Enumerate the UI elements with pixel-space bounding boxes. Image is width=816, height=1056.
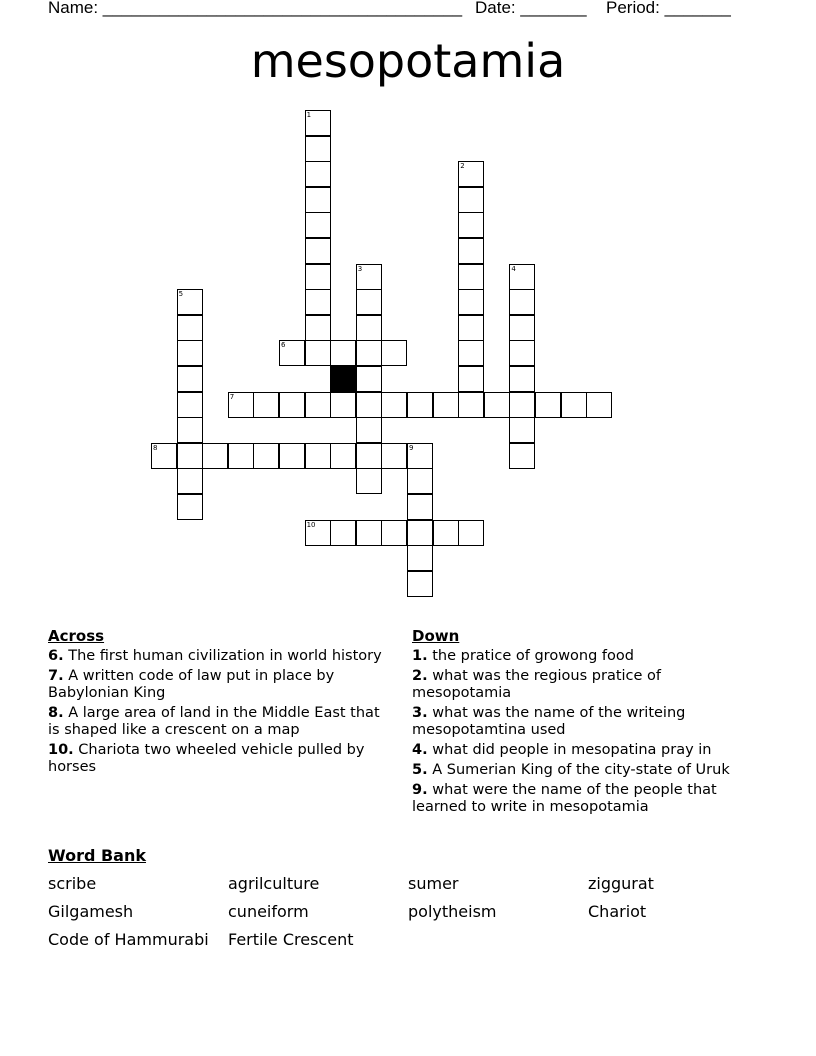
grid-cell[interactable] [330,340,356,366]
word-bank-item: Gilgamesh [48,902,134,921]
grid-cell[interactable] [509,289,535,315]
grid-cell[interactable] [509,443,535,469]
grid-cell[interactable] [535,392,561,418]
grid-cell[interactable] [407,392,433,418]
clue-item: 3. what was the name of the writeing mesopotamtina used [412,705,686,738]
clue-number: 3 [357,264,363,273]
grid-cell[interactable] [253,443,279,469]
grid-cell[interactable] [356,392,382,418]
word-bank-item: polytheism [408,902,497,921]
word-bank-item: sumer [408,874,459,893]
word-bank-item: Chariot [588,902,647,921]
grid-cell[interactable] [458,212,484,238]
across-heading: Across [48,627,105,645]
grid-cell[interactable] [458,366,484,392]
grid-cell[interactable] [433,520,459,546]
grid-cell[interactable] [305,110,331,136]
grid-cell[interactable] [381,443,407,469]
grid-cell[interactable] [458,520,484,546]
grid-cell[interactable] [279,392,305,418]
grid-cell[interactable] [279,340,305,366]
grid-cell[interactable] [356,468,382,494]
grid-cell[interactable] [381,340,407,366]
word-bank-heading: Word Bank [48,846,147,865]
grid-cell[interactable] [458,187,484,213]
word-bank-item: Fertile Crescent [228,930,354,949]
grid-cell[interactable] [356,264,382,290]
word-bank-item: agrilculture [228,874,320,893]
grid-cell[interactable] [356,520,382,546]
grid-cell[interactable] [458,264,484,290]
grid-cell[interactable] [305,443,331,469]
grid-cell[interactable] [151,443,177,469]
grid-cell[interactable] [458,238,484,264]
grid-cell[interactable] [586,392,612,418]
grid-cell[interactable] [305,187,331,213]
puzzle-title: mesopotamia [250,34,566,88]
grid-cell[interactable] [561,392,587,418]
black-cell [330,366,356,392]
grid-cell[interactable] [356,417,382,443]
grid-cell[interactable] [458,340,484,366]
grid-cell[interactable] [458,161,484,187]
clue-item: 10. Chariota two wheeled vehicle pulled by horses [48,742,365,775]
grid-cell[interactable] [509,315,535,341]
word-bank-item: cuneiform [228,902,309,921]
grid-cell[interactable] [407,494,433,520]
grid-cell[interactable] [458,315,484,341]
grid-cell[interactable] [305,238,331,264]
grid-cell[interactable] [305,136,331,162]
word-bank-item: Code of Hammurabi [48,930,209,949]
clue-item: 9. what were the name of the people that learned to write in mesopotamia [412,782,717,815]
clue-item: 1. the pratice of growong food [412,648,634,664]
grid-cell[interactable] [177,366,203,392]
name-field[interactable]: Name: ______________________________________ [48,0,463,17]
grid-cell[interactable] [305,315,331,341]
grid-cell[interactable] [305,161,331,187]
grid-cell[interactable] [407,545,433,571]
grid-cell[interactable] [330,520,356,546]
grid-cell[interactable] [177,443,203,469]
grid-cell[interactable] [509,366,535,392]
grid-cell[interactable] [433,392,459,418]
grid-cell[interactable] [228,443,254,469]
grid-cell[interactable] [330,443,356,469]
grid-cell[interactable] [509,340,535,366]
grid-cell[interactable] [381,392,407,418]
grid-cell[interactable] [177,315,203,341]
grid-cell[interactable] [381,520,407,546]
clue-item: 5. A Sumerian King of the city-state of Uruk [412,762,730,778]
grid-cell[interactable] [305,340,331,366]
period-field[interactable]: Period: _______ [606,0,731,17]
grid-cell[interactable] [305,212,331,238]
grid-cell[interactable] [356,289,382,315]
grid-cell[interactable] [279,443,305,469]
grid-cell[interactable] [253,392,279,418]
clue-number: 2 [460,162,465,171]
clue-number: 5 [178,290,184,299]
clue-number: 10 [306,520,316,529]
grid-cell[interactable] [458,392,484,418]
grid-cell[interactable] [407,468,433,494]
grid-cell[interactable] [330,392,356,418]
word-bank-item: scribe [48,874,97,893]
clue-item: 4. what did people in mesopatina pray in [412,742,712,758]
clue-number: 1 [306,111,312,119]
grid-cell[interactable] [356,443,382,469]
grid-cell[interactable] [177,468,203,494]
grid-cell[interactable] [407,571,433,597]
grid-cell[interactable] [177,289,203,315]
grid-cell[interactable] [484,392,510,418]
clue-number: 7 [229,392,235,401]
grid-cell[interactable] [509,417,535,443]
grid-cell[interactable] [407,443,433,469]
across-clues [48,628,388,779]
grid-cell[interactable] [177,340,203,366]
grid-cell[interactable] [356,315,382,341]
grid-cell[interactable] [509,392,535,418]
clue-number: 9 [409,443,414,452]
grid-cell[interactable] [305,289,331,315]
grid-cell[interactable] [305,520,331,546]
grid-cell[interactable] [177,494,203,520]
clue-item: 7. A written code of law put in place by Babylonian King [48,668,335,701]
clue-item: 6. The first human civilization in world history [48,648,382,664]
down-heading: Down [412,627,460,645]
clue-number: 8 [153,443,158,452]
grid-cell[interactable] [177,392,203,418]
clue-item: 8. A large area of land in the Middle East that is shaped like a crescent on a map [48,705,380,738]
grid-cell[interactable] [305,392,331,418]
date-field[interactable]: Date: _______ [475,0,587,17]
word-bank-item: ziggurat [588,874,654,893]
clue-number: 6 [281,341,286,350]
grid-cell[interactable] [356,340,382,366]
grid-cell[interactable] [356,366,382,392]
clue-item: 2. what was the regious pratice of mesopotamia [412,668,662,701]
grid-cell[interactable] [509,264,535,290]
grid-cell[interactable] [228,392,254,418]
grid-cell[interactable] [177,417,203,443]
grid-cell[interactable] [305,264,331,290]
clue-number: 4 [511,264,516,273]
grid-cell[interactable] [458,289,484,315]
grid-cell[interactable] [407,520,433,546]
grid-cell[interactable] [202,443,228,469]
down-clues [412,628,762,819]
